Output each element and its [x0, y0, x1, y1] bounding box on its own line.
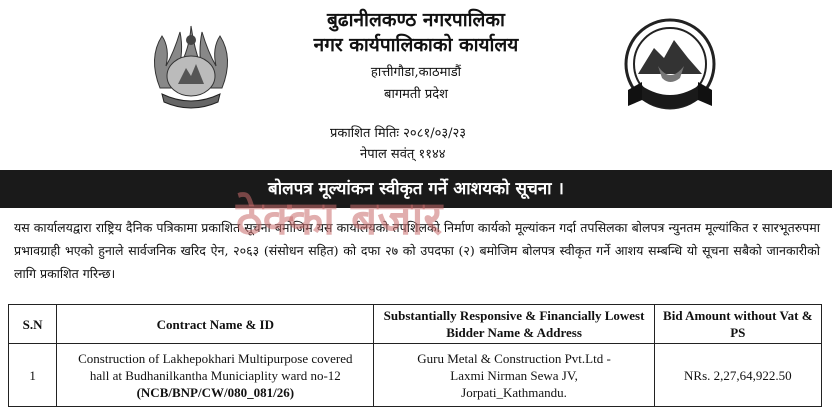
office-address: हात्तीगौडा,काठमाडौं — [370, 65, 462, 80]
bidder-line1: Guru Metal & Construction Pvt.Ltd - — [417, 350, 611, 366]
province-name: बागमती प्रदेश — [384, 87, 448, 102]
notice-title: बोलपत्र मूल्यांकन स्वीकृत गर्ने आशयको सूचना । — [268, 179, 564, 199]
notice-title-band — [0, 170, 832, 208]
bid-table — [8, 304, 822, 407]
municipality-logo-icon — [618, 14, 722, 114]
cell-amount: NRs. 2,27,64,922.50 — [654, 344, 821, 407]
municipality-name: बुढानीलकण्ठ नगरपालिका — [327, 9, 505, 31]
cell-bidder — [374, 344, 654, 407]
table-row — [9, 344, 822, 407]
cell-sn: 1 — [9, 344, 57, 407]
nepal-sambat-date: नेपाल सवंत् ११४४ — [360, 147, 446, 162]
contract-name-line2: hall at Budhanilkantha Municiaplity ward no-12 — [89, 367, 341, 383]
table-header-row — [9, 305, 822, 344]
bidder-line2: Laxmi Nirman Sewa JV, — [450, 367, 578, 383]
bidder-line3: Jorpati_Kathmandu. — [461, 384, 567, 400]
header-bidder: Substantially Responsive & Financially Lowest Bidder Name & Address — [374, 305, 654, 344]
office-name: नगर कार्यपालिकाको कार्यालय — [313, 34, 519, 56]
notice-body: यस कार्यालयद्वारा राष्ट्रिय दैनिक पत्रिकामा प्रकाशित सूचना बमोजिम यस कार्यालयको तपशिलको निर्माण कार्यको मूल्यांकन गर्दा तपसिलका बोलपत्र न्युनतम मूल्यांकित र सारभूतरुपमा प्रभावग्राही भएको हुनाले सार्वजनिक खरिद ऐन, २०६३ (संसोधन सहित) को दफा २७ को उपदफा (२) बमोजिम बोलपत्र स्वीकृत गर्ने आशय सम्बन्धि यो सूचना सबैको जानकारीको लागि प्रकाशित गरिन्छ। — [14, 220, 820, 281]
header-contract: Contract Name & ID — [57, 305, 374, 344]
header-amount: Bid Amount without Vat & PS — [654, 305, 821, 344]
office-header — [240, 8, 592, 106]
watermark-text: ठेक्का बजार — [236, 191, 443, 245]
header-sn: S.N — [9, 305, 57, 344]
published-date: प्रकाशित मितिः २०८१/०३/२३ — [330, 126, 467, 141]
nepal-emblem-icon — [140, 18, 242, 116]
cell-contract — [57, 344, 374, 407]
contract-name-line1: Construction of Lakhepokhari Multipurpose covered — [78, 350, 353, 366]
contract-id: (NCB/BNP/CW/080_081/26) — [136, 384, 295, 400]
